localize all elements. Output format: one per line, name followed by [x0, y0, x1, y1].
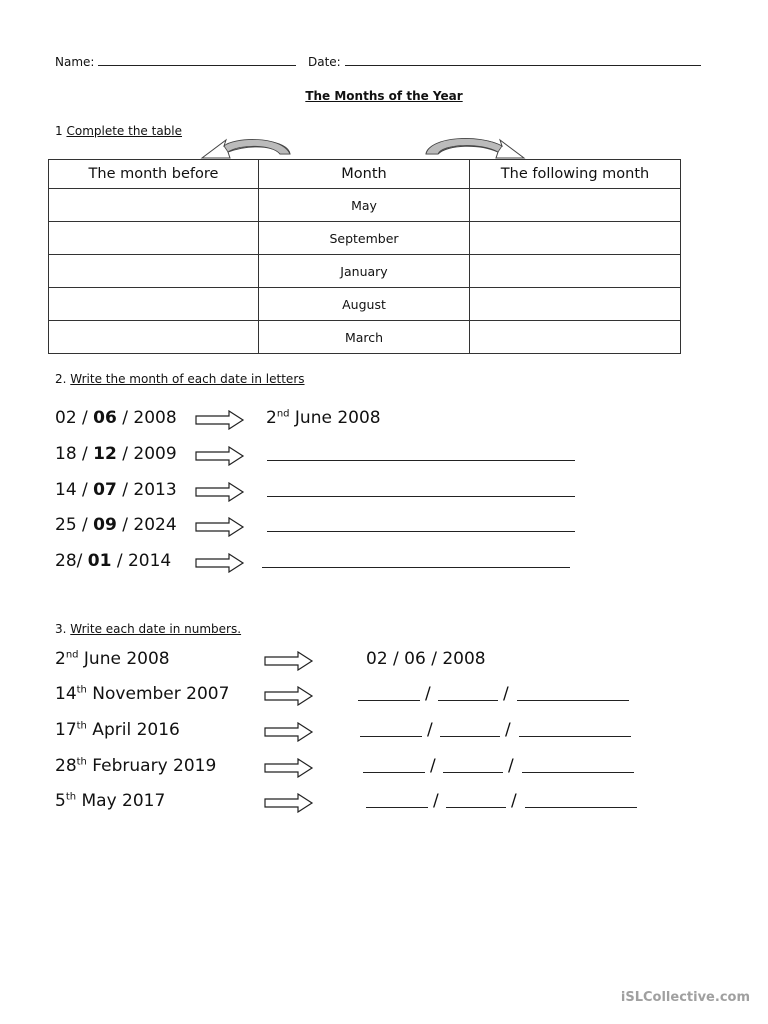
- date-blank[interactable]: [345, 53, 701, 66]
- before-cell[interactable]: [49, 255, 259, 288]
- date-row-4: [0, 511, 768, 541]
- word-date: 2nd June 2008: [55, 649, 170, 669]
- month-blank[interactable]: [443, 772, 503, 773]
- word-date-row-3: [0, 716, 768, 746]
- month-blank[interactable]: [446, 807, 506, 808]
- word-date: 17th April 2016: [55, 720, 180, 740]
- right-arrow-icon: [195, 482, 245, 502]
- following-cell[interactable]: [470, 288, 681, 321]
- table-row: [49, 189, 681, 222]
- month-blank[interactable]: [440, 736, 500, 737]
- word-date: 28th February 2019: [55, 756, 217, 776]
- following-cell[interactable]: [470, 189, 681, 222]
- slash: /: [511, 791, 517, 811]
- slash: /: [427, 720, 433, 740]
- word-date-row-4: [0, 752, 768, 782]
- before-cell[interactable]: [49, 189, 259, 222]
- day-blank[interactable]: [358, 700, 420, 701]
- section2-number: 2.: [55, 372, 67, 386]
- month-cell: March: [259, 321, 470, 354]
- day-blank[interactable]: [360, 736, 422, 737]
- col-header-month: Month: [259, 160, 470, 189]
- day-blank[interactable]: [363, 772, 425, 773]
- year-blank[interactable]: [522, 772, 634, 773]
- date-row-3: [0, 476, 768, 506]
- word-date: 5th May 2017: [55, 791, 166, 811]
- table-row: [49, 288, 681, 321]
- months-table: [48, 159, 681, 354]
- word-date-row-5: [0, 787, 768, 817]
- name-blank[interactable]: [98, 53, 296, 66]
- date-row-2: [0, 440, 768, 470]
- right-arrow-icon: [195, 517, 245, 537]
- month-cell: August: [259, 288, 470, 321]
- slash: /: [503, 684, 509, 704]
- month-cell: September: [259, 222, 470, 255]
- section2-heading: [55, 372, 305, 386]
- table-row: [49, 255, 681, 288]
- before-cell[interactable]: [49, 222, 259, 255]
- year-blank[interactable]: [517, 700, 629, 701]
- answer-blank[interactable]: [267, 496, 575, 497]
- section1-heading: [55, 124, 182, 138]
- before-cell[interactable]: [49, 321, 259, 354]
- year-blank[interactable]: [519, 736, 631, 737]
- slash: /: [508, 756, 514, 776]
- answer-text: 2nd June 2008: [266, 408, 381, 428]
- answer-blank[interactable]: [262, 567, 570, 568]
- date-row-1: [0, 404, 768, 434]
- right-arrow-icon: [264, 686, 314, 706]
- section1-instruction: Complete the table: [66, 124, 183, 138]
- right-arrow-icon: [264, 722, 314, 742]
- following-cell[interactable]: [470, 255, 681, 288]
- answer-text: 02 / 06 / 2008: [366, 649, 486, 669]
- date-row: [308, 53, 701, 69]
- answer-blank[interactable]: [267, 460, 575, 461]
- page-title-text: The Months of the Year: [305, 89, 463, 103]
- numeric-date: 14 / 07 / 2013: [55, 480, 177, 500]
- month-cell: May: [259, 189, 470, 222]
- right-arrow-icon: [195, 410, 245, 430]
- slash: /: [430, 756, 436, 776]
- name-label: Name:: [55, 55, 95, 69]
- answer-blank[interactable]: [267, 531, 575, 532]
- word-date: 14th November 2007: [55, 684, 230, 704]
- name-row: [55, 53, 296, 69]
- numeric-date: 02 / 06 / 2008: [55, 408, 177, 428]
- table-row: [49, 222, 681, 255]
- section2-instruction: Write the month of each date in letters: [70, 372, 305, 386]
- month-blank[interactable]: [438, 700, 498, 701]
- word-date-row-2: [0, 680, 768, 710]
- following-cell[interactable]: [470, 222, 681, 255]
- slash: /: [425, 684, 431, 704]
- section3-heading: [55, 622, 241, 636]
- following-cell[interactable]: [470, 321, 681, 354]
- year-blank[interactable]: [525, 807, 637, 808]
- watermark: iSLCollective.com: [620, 990, 750, 1005]
- right-arrow-icon: [264, 793, 314, 813]
- month-cell: January: [259, 255, 470, 288]
- right-arrow-icon: [195, 553, 245, 573]
- right-arrow-icon: [195, 446, 245, 466]
- right-arrow-icon: [264, 758, 314, 778]
- numeric-date: 25 / 09 / 2024: [55, 515, 177, 535]
- word-date-row-1: [0, 645, 768, 675]
- page-title: [0, 89, 768, 103]
- section1-number: 1: [55, 124, 63, 138]
- right-arrow-icon: [264, 651, 314, 671]
- numeric-date: 18 / 12 / 2009: [55, 444, 177, 464]
- day-blank[interactable]: [366, 807, 428, 808]
- col-header-month-before: The month before: [49, 160, 259, 189]
- date-row-5: [0, 547, 768, 577]
- numeric-date: 28/ 01 / 2014: [55, 551, 172, 571]
- slash: /: [505, 720, 511, 740]
- table-row: [49, 321, 681, 354]
- col-header-following-month: The following month: [470, 160, 681, 189]
- section3-number: 3.: [55, 622, 67, 636]
- slash: /: [433, 791, 439, 811]
- date-label: Date:: [308, 55, 341, 69]
- section3-instruction: Write each date in numbers.: [70, 622, 242, 636]
- before-cell[interactable]: [49, 288, 259, 321]
